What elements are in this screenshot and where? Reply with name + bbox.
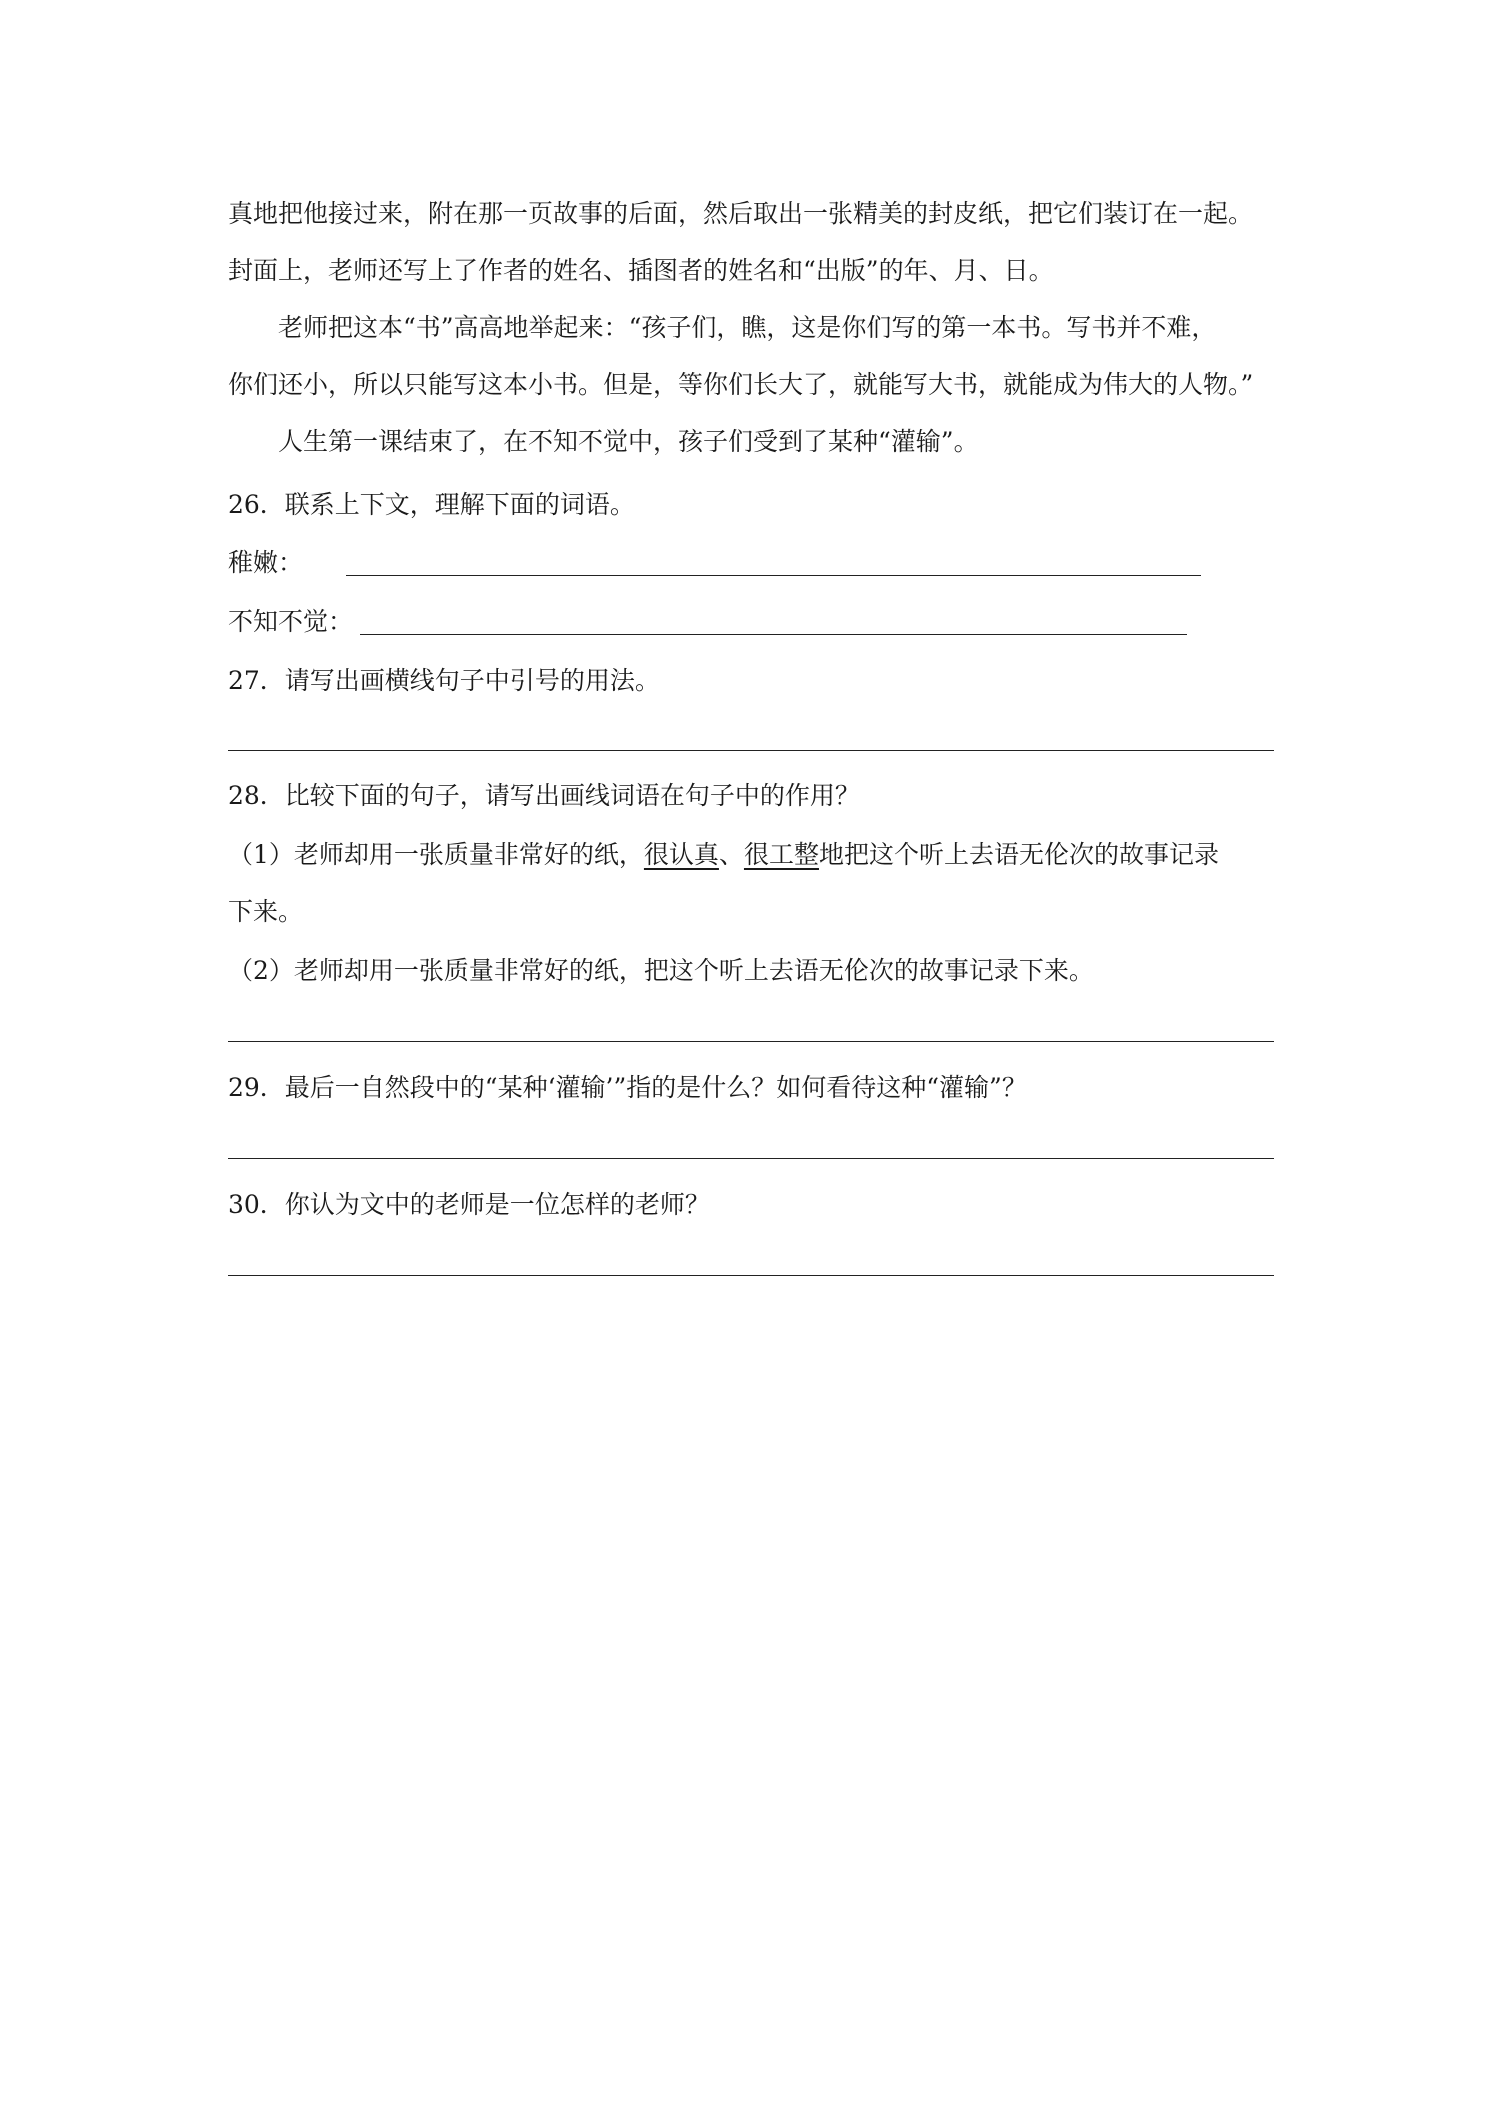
q28-sentence-2: （2）老师却用一张质量非常好的纸，把这个听上去语无伦次的故事记录下来。: [228, 956, 1094, 985]
q28-s1-underlined-1: 很认真: [643, 840, 719, 869]
q26-term-zhinen: 稚嫩：: [228, 548, 304, 577]
question-28: 28．比较下面的句子，请写出画线词语在句子中的作用？: [228, 781, 860, 810]
q28-sentence-1-cont: 下来。: [228, 897, 304, 926]
q28-answer-line[interactable]: [228, 1041, 1274, 1042]
passage-p2-line1: 老师把这本“书”高高地举起来：“孩子们，瞧，这是你们写的第一本书。写书并不难，: [278, 313, 1217, 342]
q27-answer-line[interactable]: [228, 750, 1274, 751]
passage-p1-line1: 真地把他接过来，附在那一页故事的后面，然后取出一张精美的封皮纸，把它们装订在一起。: [228, 199, 1254, 228]
passage-p3-line1: 人生第一课结束了，在不知不觉中，孩子们受到了某种“灌输”。: [278, 427, 979, 456]
question-26: 26．联系上下文，理解下面的词语。: [228, 490, 635, 519]
q28-sentence-1: [228, 838, 1219, 872]
passage-p1-line2: 封面上，老师还写上了作者的姓名、插图者的姓名和“出版”的年、月、日。: [228, 256, 1054, 285]
question-27: 27．请写出画横线句子中引号的用法。: [228, 666, 660, 695]
q29-answer-line[interactable]: [228, 1158, 1274, 1159]
q28-s1-sep: 、: [718, 840, 744, 869]
q28-s1-suffix: 地把这个听上去语无伦次的故事记录: [818, 840, 1219, 869]
q26-answer-line-1[interactable]: [346, 575, 1201, 576]
q26-term-buzhibujue: 不知不觉：: [228, 607, 354, 636]
passage-p2-line2: 你们还小，所以只能写这本小书。但是，等你们长大了，就能写大书，就能成为伟大的人物。”: [228, 370, 1254, 399]
q30-answer-line[interactable]: [228, 1275, 1274, 1276]
q28-s1-underlined-2: 很工整: [743, 840, 819, 869]
question-29: 29．最后一自然段中的“某种‘灌输’”指的是什么？如何看待这种“灌输”？: [228, 1073, 1027, 1102]
q28-s1-prefix: （1）老师却用一张质量非常好的纸，: [228, 840, 644, 869]
q26-answer-line-2[interactable]: [360, 634, 1187, 635]
question-30: 30．你认为文中的老师是一位怎样的老师？: [228, 1190, 710, 1219]
